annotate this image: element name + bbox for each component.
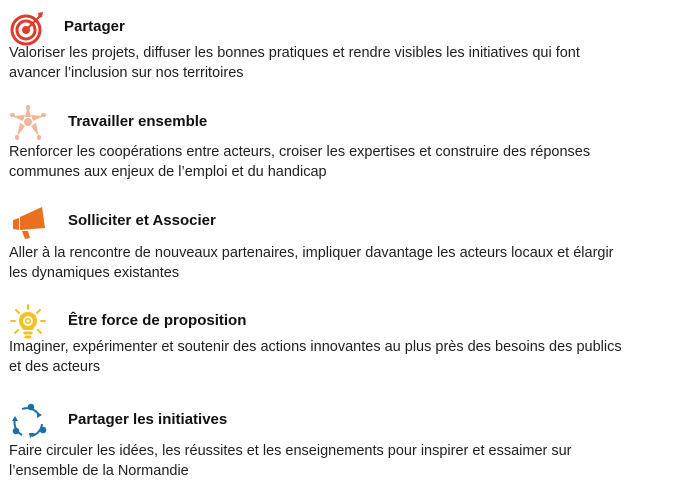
item-header (9, 105, 669, 139)
item-description: Aller à la rencontre de nouveaux partenaires, impliquer davantage les acteurs locaux et élargir les dynamiques existantes (9, 245, 614, 281)
item-description: Imaginer, expérimenter et soutenir des actions innovantes au plus près des besoins des publics et des acteurs (9, 339, 622, 375)
item-force-de-proposition (9, 304, 669, 377)
item-title: Travailler ensemble (68, 113, 208, 130)
item-header (9, 204, 669, 238)
item-partager (9, 10, 669, 83)
item-partager-initiatives (9, 403, 669, 481)
item-travailler-ensemble (9, 105, 669, 182)
lightbulb-icon (9, 304, 47, 342)
item-title: Partager (64, 18, 125, 35)
item-header (9, 10, 669, 44)
hands-together-icon (9, 105, 47, 143)
cycle-arrows-icon (9, 403, 47, 441)
item-description: Renforcer les coopérations entre acteurs, croiser les expertises et construire des réponses communes aux enjeux de l’emploi et du handicap (9, 144, 591, 180)
target-icon (9, 10, 47, 48)
item-description: Valoriser les projets, diffuser les bonnes pratiques et rendre visibles les initiatives qui font avancer l’inclusion sur nos territoires (9, 45, 580, 81)
item-description: Faire circuler les idées, les réussites et les enseignements pour inspirer et essaimer sur l’ensemble de la Normandie (9, 443, 572, 479)
item-title: Être force de proposition (68, 312, 247, 329)
item-solliciter-associer (9, 204, 669, 283)
item-title: Partager les initiatives (68, 411, 228, 428)
item-header (9, 403, 669, 437)
item-header (9, 304, 669, 338)
item-title: Solliciter et Associer (68, 212, 216, 229)
megaphone-icon (9, 204, 47, 242)
